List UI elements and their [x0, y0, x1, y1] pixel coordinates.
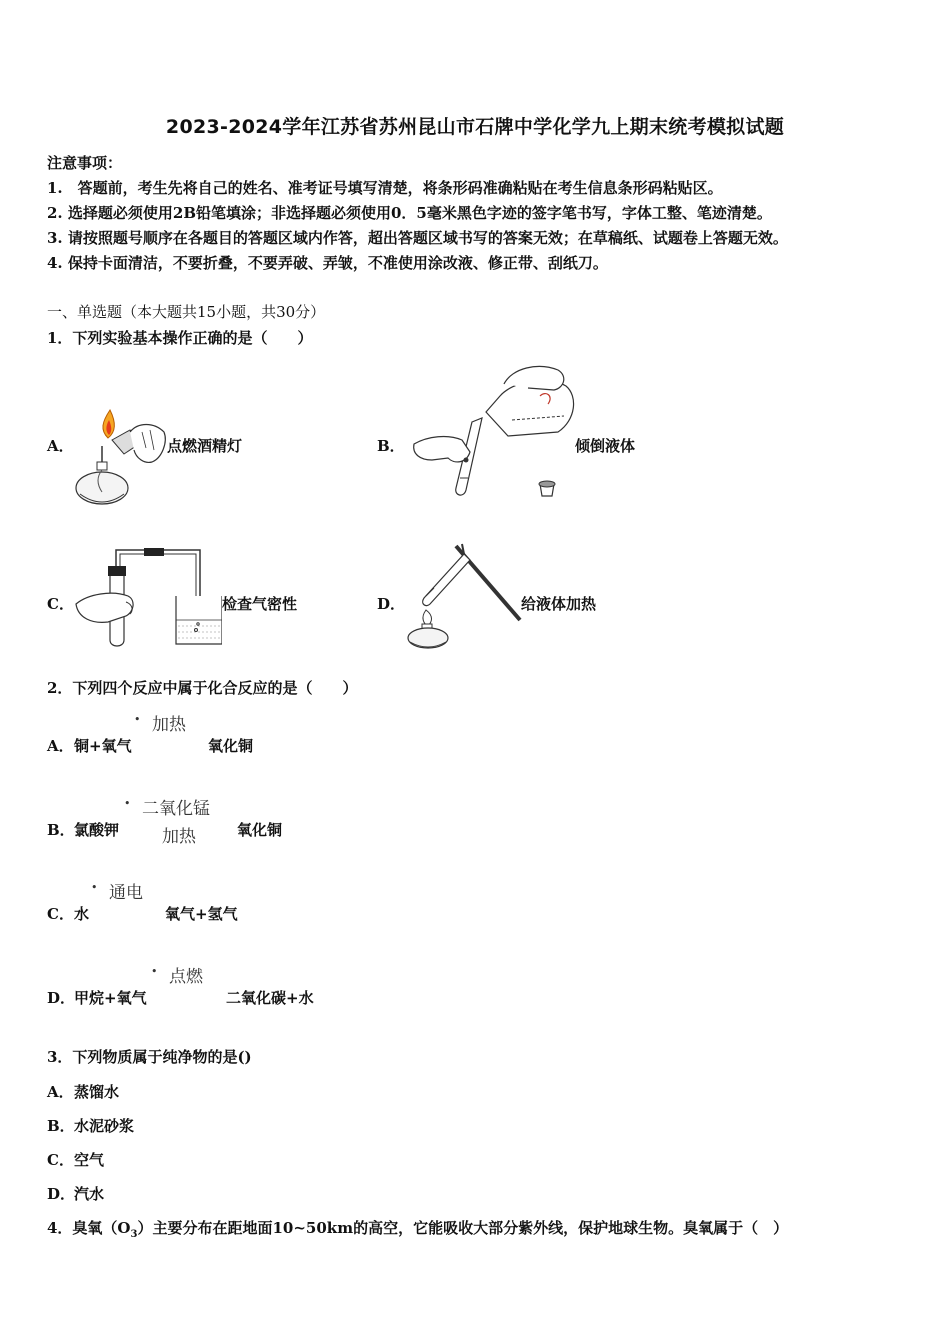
alcohol-lamp-lighting-figure: [72, 402, 172, 510]
notice-item: 3. 请按照题号顺序在各题目的答题区域内作答，超出答题区域书写的答案无效；在草稿纸、试题卷上答题无效。: [47, 229, 788, 247]
q1-option-a-caption: 点燃酒精灯: [167, 437, 243, 455]
heating-liquid-figure: [404, 540, 524, 652]
notice-item: 1. 答题前，考生先将自己的姓名、准考证号填写清楚，将条形码准确粘贴在考生信息条形码粘贴区。: [47, 179, 723, 197]
page-title: 2023-2024学年江苏省苏州昆山市石牌中学化学九上期末统考模拟试题: [165, 116, 785, 138]
section-heading: 一、单选题（本大题共15小题，共30分）: [47, 303, 326, 321]
q2-c-reactants: 水: [74, 905, 90, 923]
notice-heading: 注意事项：: [47, 154, 123, 172]
q1-option-d-caption: 给液体加热: [521, 595, 597, 613]
q1-option-d-letter: D．: [377, 595, 406, 613]
q1-option-a-letter: A．: [47, 437, 74, 455]
question-1-stem: 1．下列实验基本操作正确的是（ ）: [47, 329, 313, 347]
q1-option-b-letter: B．: [377, 437, 405, 455]
air-tightness-check-figure: [72, 540, 222, 652]
q2-d-products: 二氧化碳+水: [226, 989, 314, 1007]
q2-option-b-letter: B．: [47, 821, 75, 839]
question-3-stem: 3．下列物质属于纯净物的是(): [47, 1048, 252, 1066]
q2-b-products: 氧化铜: [237, 821, 283, 839]
q2-d-reactants: 甲烷+氧气: [74, 989, 147, 1007]
q4-stem-suffix: ）主要分布在距地面10~50km的高空，它能吸收大部分紫外线，保护地球生物。臭氧属于（ ）: [137, 1219, 789, 1237]
q2-b-condition-top: 二氧化锰: [142, 799, 210, 819]
notice-item: 2. 选择题必须使用2B铅笔填涂；非选择题必须使用0．5毫米黑色字迹的签字笔书写，字体工整、笔迹清楚。: [47, 204, 772, 222]
q2-b-reactants: 氯酸钾: [74, 821, 120, 839]
q1-option-b-caption: 倾倒液体: [575, 437, 636, 455]
q1-option-c-caption: 检查气密性: [222, 595, 298, 613]
q4-stem-prefix: 4．臭氧（O: [47, 1219, 131, 1237]
question-4-stem: [47, 1217, 788, 1240]
notice-item: 4. 保持卡面清洁，不要折叠，不要弄破、弄皱，不准使用涂改液、修正带、刮纸刀。: [47, 254, 608, 272]
q3-option-d-text: 汽水: [74, 1185, 105, 1203]
q3-option-b-letter: B．: [47, 1117, 75, 1135]
q2-c-products: 氧气+氢气: [165, 905, 238, 923]
q3-option-b-text: 水泥砂浆: [74, 1117, 135, 1135]
q2-b-condition-bottom: 加热: [162, 827, 196, 847]
q3-option-a-letter: A．: [47, 1083, 74, 1101]
q3-option-a-text: 蒸馏水: [74, 1083, 120, 1101]
q2-d-condition: 点燃: [169, 967, 203, 987]
q3-option-c-text: 空气: [74, 1151, 105, 1169]
q3-option-c-letter: C．: [47, 1151, 74, 1169]
q2-option-d-letter: D．: [47, 989, 76, 1007]
q3-option-d-letter: D．: [47, 1185, 76, 1203]
q2-c-condition: 通电: [109, 883, 143, 903]
q2-a-condition: 加热: [152, 715, 186, 735]
q1-option-c-letter: C．: [47, 595, 74, 613]
exam-page: 2023-2024学年江苏省苏州昆山市石牌中学化学九上期末统考模拟试题 注意事项： 1. 答题前，考生先将自己的姓名、准考证号填写清楚，将条形码准确粘贴在考生信息条形码粘贴区。 2. 选择题必须使用2B铅笔填涂；非选择题必须使用0．5毫米黑色字迹的签字笔书写，字体工整、笔迹清楚。 3. 请按照题号顺序在各题目的答题区域内作答，超出答题区域书写的答案无效；在草稿纸、试题卷上答题无效。 4. 保持卡面清洁，不要折叠，不要弄破、弄皱，不准使用涂改液、修正带、刮纸刀。 一、单选题（本大题共15小题，共30分） 1．下列实验基本操作正确的是（ ） A． 点燃酒精灯 B． 倾倒液体 C． 检查气密性 D． 给液体加热 2．下列四个反应中属于化合反应的是（ ） • 加热 A． 铜+氧气 氧化铜 • 二氧化锰 B． 氯酸钾 加热 氧化铜 • 通电 C． 水 氧气+氢气 • 点燃 D． 甲烷+氧气 二氧化碳+水 3．下列物质属于纯净物的是() A． 蒸馏水 B． 水泥砂浆 C． 空气 D． 汽水 4．臭氧$(O_3)$主要分布在距地面10~50km的高空，它能吸收大部分紫外线，保护地球生物。臭氧属于（ ）: [0, 0, 950, 1344]
q2-a-reactants: 铜+氧气: [74, 737, 132, 755]
q2-option-c-letter: C．: [47, 905, 74, 923]
q2-option-a-letter: A．: [47, 737, 74, 755]
q2-a-products: 氧化铜: [208, 737, 254, 755]
question-2-stem: 2．下列四个反应中属于化合反应的是（ ）: [47, 679, 358, 697]
pouring-liquid-figure: [408, 360, 583, 510]
q4-subscript: 3: [130, 1229, 138, 1240]
